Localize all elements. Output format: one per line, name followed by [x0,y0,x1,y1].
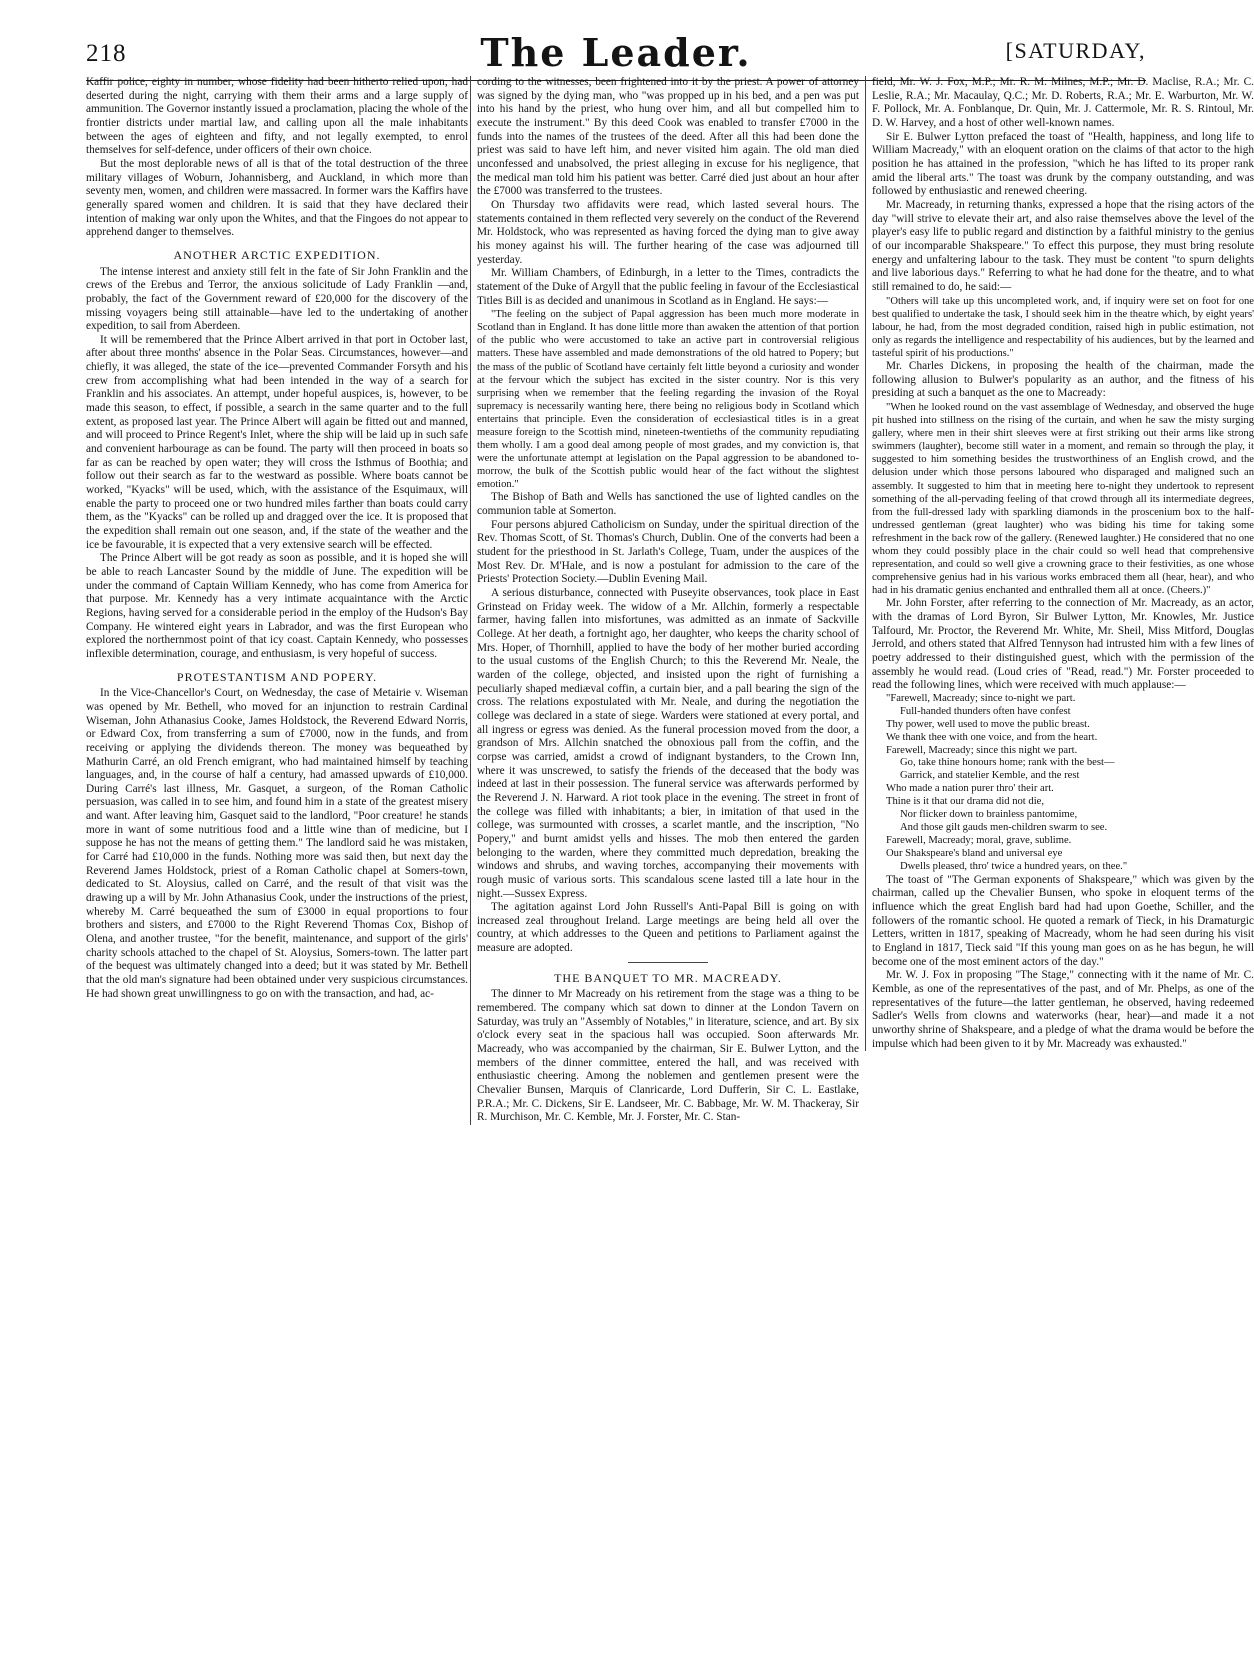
column-3 [865,76,1254,1051]
article-paragraph: On Thursday two affidavits were read, which lasted several hours. The statements contained in them reflected very severely on the conduct of the Reverend Mr. Holdstock, who was represented as having forced the dying man to give away his money against his will. The further hearing of the case was adjourned till yesterday. [477,198,859,266]
page-header [86,28,1146,81]
article-paragraph: The toast of "The German exponents of Shakspeare," which was given by the chairman, called up the Chevalier Bunsen, who spoke in eloquent terms of the influence which the great English bard had had upon Goethe, Schiller, and the followers of the romantic school. He quoted a remark of Tieck, in his Dramaturgic Letters, written in 1817, speaking of Macready, whom he had seen during his visit to England in 1817, Tieck said "If this young man goes on as he has begun, he will become one of the most eminent actors of the day." [872,873,1254,968]
poem-line: We thank thee with one voice, and from the heart. [886,731,1098,743]
article-paragraph: Mr. John Forster, after referring to the connection of Mr. Macready, as an actor, with the dramas of Lord Byron, Sir Bulwer Lytton, Mr. Knowles, Mr. Justice Talfourd, Mr. Proctor, the Reverend Mr. White, Mr. Sheil, Miss Mitford, Douglas Jerrold, and others stated that Alfred Tennyson had intrusted him with a few lines of poetry addressed to their distinguished guest, which with the permission of the assembly he would read. (Loud cries of "Read, read.") Mr. Forster proceeded to read the following lines, which were received with much applause:— [872,597,1254,692]
poem-line: Dwells pleased, thro' twice a hundred years, on thee." [900,860,1128,872]
masthead-title: The Leader. [480,30,752,75]
article-paragraph: The Bishop of Bath and Wells has sanctioned the use of lighted candles on the communion table at Somerton. [477,491,859,518]
poem-line: Garrick, and statelier Kemble, and the rest [900,770,1080,782]
poem-line: Farewell, Macready; moral, grave, sublime. [886,834,1072,846]
section-heading: ANOTHER ARCTIC EXPEDITION. [173,247,381,262]
column-2 [470,76,859,1125]
page-number: 218 [86,40,127,67]
article-paragraph: Kaffir police, eighty in number, whose fidelity had been hitherto relied upon, had deserted during the night, carrying with them their arms and a large supply of ammunition. The Governor instantly issued a proclamation, placing the whole of the frontier districts under martial law, and calling upon all the male inhabitants between the ages of eighteen and fifty, and not legally exempted, to enrol themselves for self-defence, under officers of their own choice. [86,76,468,157]
article-paragraph: In the Vice-Chancellor's Court, on Wednesday, the case of Metairie v. Wiseman was opened by Mr. Bethell, who moved for an injunction to restrain Cardinal Wiseman, John Athanasius Cooke, James Holdstock, the Reverend Edward Norris, or Edward Cox, from transferring a sum of £7000, now in the funds, and from receiving or applying the dividends thereon. The money was bequeathed by Mathurin Carré, an old French emigrant, who had maintained himself by teaching languages, and, in the course of half a century, had amassed upwards of £10,000. During Carré's last illness, Mr. Gasquet, a surgeon, of the Roman Catholic persuasion, was called in to see him, and found him in a state of the greatest misery and want. After leaving him, Gasquet said to the landlord, "Poor creature! he stands more in want of some nutritious food and a little wine than of medicine, but I suppose he has not the means of getting them." The landlord said he was mistaken, for Carré had £10,000 in the funds. Nothing more was said then, but next day the Reverend James Holdstock, priest of a Roman Catholic chapel at Somers-town, dedicated to St. Aloysius, called on Carré, and the result of that visit was the drawing up a will by Mr. John Athanasius Cook, under the instructions of the priest, whereby M. Carré bequeathed the sum of £3000 in equal proportions to four brothers and sisters, and £7000 to the Right Reverend Thomas Cox, Bishop of Olena, and another trustee, "for the benefit, maintenance, and support of the girls' charity schools attached to the chapel of St. Aloysius, Somers-town. The latter part of the bequest was ultimately changed into a deed; but it was stated by Mr. Bethell that the old man's signature had been obtained under very suspicious circumstances. He had shown great unwillingness to go on with the transaction, and had, ac- [86,687,468,1000]
article-paragraph: The dinner to Mr Macready on his retirement from the stage was a thing to be remembered. The company which sat down to dinner at the London Tavern on Saturday, was truly an "Assembly of Notables," in literature, science, and art. By six o'clock every seat in the spacious hall was occupied. Soon afterwards Mr. Macready, who was accompanied by the chairman, Sir E. Bulwer Lytton, and the members of the dinner committee, entered the hall, and was received with enthusiastic cheering. Among the noblemen and gentlemen present were the Chevalier Bunsen, Marquis of Clanricarde, Lord Dufferin, Sir C. L. Eastlake, P.R.A.; Mr. C. Dickens, Sir E. Landseer, Mr. C. Babbage, Mr. W. M. Thackeray, Sir R. Murchison, Mr. C. Kemble, Mr. J. Forster, Mr. C. Stan- [477,988,859,1124]
section-heading: PROTESTANTISM AND POPERY. [176,669,378,684]
poem-line: Go, take thine honours home; rank with the best— [900,757,1115,769]
poem-line: Farewell, Macready; since this night we part. [886,744,1078,756]
quoted-passage: "When he looked round on the vast assemblage of Wednesday, and observed the huge pit hushed into stillness on the rising of the curtain, and when he saw the misty surging gallery, where men in their shirt sleeves were at first striking out their arms like strong swimmers (laughter), become still water in a moment, and remain so through the play, it suggested to him something besides the trustworthiness of an English crowd, and the delusion under which those persons laboured who disparaged and maligned such an assembly. It suggested to him that in meeting here to-night they undertook to represent something of the all-pervading feeling of that crowd through all its intermediate degrees, from the full-dressed lady with sparkling diamonds in the proscenium box to the half-undressed gentleman (great laughter) who was biding his time for taking some refreshment in the back row of the gallery. (Renewed laughter.) He considered that no one whom they could possibly place in the chair could so well head that comprehensive representation, and could so well give a crowning grace to their festivities, as one whose comprehensive genius had in his various works embraced them all (hear, hear), and who had in his dramatic genius enchanted and enthralled them all at once. (Cheers.)" [872,401,1254,597]
poem-line: Nor flicker down to brainless pantomime, [900,809,1078,821]
poem-line: "Farewell, Macready; since to-night we part. [886,692,1076,704]
poem-line: Our Shakspeare's bland and universal eye [886,847,1063,859]
day-line: [SATURDAY, [1005,38,1146,63]
poem-line: Who made a nation purer thro' their art. [886,783,1054,795]
section-heading: THE BANQUET TO MR. MACREADY. [554,970,782,985]
article-paragraph: Mr. William Chambers, of Edinburgh, in a letter to the Times, contradicts the statement of the Duke of Argyll that the public feeling in favour of the Ecclesiastical Titles Bill is as decided and unanimous in Scotland as in England. He says:— [477,267,859,307]
article-paragraph: A serious disturbance, connected with Puseyite observances, took place in East Grinstead on Friday week. The widow of a Mr. Allchin, formerly a respectable farmer, having fallen into misfortunes, was admitted as an inmate of Sackville College. At her death, a fortnight ago, her daughter, who keeps the charity school of Mrs. Hoper, of Thornhill, applied to have the body of her mother buried according to the usual customs of the English Church; to this the Reverend Mr. Neale, the warden of the college, objected, and insisted upon the right of furnishing a peculiarly shaped mediæval coffin, a curtain bier, and a pall bearing the sign of the cross. The relations expostulated with Mr. Neale, and during the negotiation the college was declared in a state of siege. Warders were stationed at every portal, and all ingress or egress was denied. As the funeral procession moved from the door, a grandson of Mrs. Allchin snatched the obnoxious pall from the coffin, and the corpse was carried, amidst a crowd of indignant bystanders, to the Crown Inn, where it was unscrewed, to satisfy the friends of the deceased that the body was indeed at last in their possession. The funeral service was afterwards performed by the Reverend J. N. Harward. A riot took place in the evening. The street in front of the college was filled with inhabitants; a bier, in imitation of that used in the college, was surmounted with crosses, a scarlet mantle, and the inscription, "No Popery," and burnt amidst yells and hisses. The mob then entered the garden belonging to the warden, where they committed much depredation, breaking the windows and shrubs, and waving torches, accompanying their movements with rough music of various sorts. This scandalous scene lasted till a late hour in the night.—Sussex Express. [477,587,859,900]
article-paragraph: It will be remembered that the Prince Albert arrived in that port in October last, after about three months' absence in the Polar Seas. Circumstances, however—and chiefly, it was alleged, the state of the ice—prevented Commander Forsyth and his crew from accomplishing what had been intended in the way of a search for Franklin and his associates. An attempt, under hopeful auspices, is, however, to be made this season, to effect, if possible, a search in the same quarter and to the full extent, as proposed last year. The Prince Albert will again be fitted out and manned, and will proceed to Prince Regent's Inlet, where the ship will be laid up in such safe and convenient harbourage as can be found. The party will then proceed in boats so far as can be reached by open water; they will cross the Isthmus of Boothia; and follow out their search as far to the westward as possible. Where boats cannot be worked, "Kyacks" will be used, which, with the assistance of the Esquimaux, will enable the party to proceed one or two hundred miles farther than boats could carry them, as the "Kyacks" can be rolled up and dragged over the ice. It is proposed that the expedition shall remain out one season, and, if the state of the weather and the ice be favourable, it is expected that a very extensive search will be effected. [86,333,468,551]
section-divider [628,962,708,963]
poem-line: Full-handed thunders often have confest [900,705,1071,717]
article-paragraph: Mr. Charles Dickens, in proposing the health of the chairman, made the following allusion to Bulwer's popularity as an author, and the fitness of his presiding at such a banquet as the one to Macready: [872,359,1254,400]
article-paragraph: cording to the witnesses, been frightened into it by the priest. A power of attorney was signed by the dying man, who "was propped up in his bed, and a pen was put into his hand by the priest, who hung over him, and all but compelled him to execute the instrument." By this deed Cook was enabled to transfer £7000 in the funds into the names of the trustees of the deed. After all this had been done the priest was said to have left him, and never visited him again. The old man died unconfessed and unabsolved, the priest alleging in excuse for his negligence, that the medical man told him his patient was better. Carré died just about an hour after the £7000 was transferred to the trustees. [477,76,859,198]
poem-line: Thine is it that our drama did not die, [886,796,1044,808]
article-paragraph: Sir E. Bulwer Lytton prefaced the toast of "Health, happiness, and long life to William Macready," with an eloquent oration on the claims of that actor to the high position he has attained in the profession, "which he has lifted to its proper rank amid the liberal arts." The toast was drunk by the company outstanding, and was followed by enthusiastic and renewed cheering. [872,130,1254,198]
article-paragraph: Four persons abjured Catholicism on Sunday, under the spiritual direction of the Rev. Thomas Scott, of St. Thomas's Church, Dublin. One of the converts had been a student for the priesthood in St. Jarlath's College, Tuam, under the auspices of the Most Rev. Dr. M'Hale, and is now a postulant for admission to the care of the Priests' Protection Society.—Dublin Evening Mail. [477,518,859,586]
column-1 [86,76,468,1001]
article-paragraph: The Prince Albert will be got ready as soon as possible, and it is hoped she will be able to reach Lancaster Sound by the middle of June. The expedition will be under the command of Captain William Kennedy, who has come from America for that purpose. Mr. Kennedy has a very intimate acquaintance with the Arctic Regions, having served for a considerable period in the employ of the Hudson's Bay Company. He wintered eight years in Labrador, and was the first European who explored the northernmost point of that icy coast. Captain Kennedy, who possesses inflexible determination, courage, and enthusiasm, is very hopeful of success. [86,552,468,660]
article-paragraph: The agitation against Lord John Russell's Anti-Papal Bill is going on with increased zeal throughout Ireland. Large meetings are being held all over the country, at which addresses to the Queen and petitions to Parliament against the measure are adopted. [477,901,859,955]
article-paragraph: But the most deplorable news of all is that of the total destruction of the three military villages of Woburn, Johannisberg, and Auckland, in which more than seventy men, women, and children were massacred. In former wars the Kaffirs have generally spared women and children. It is said that they have declared their intention of making war only upon the Whites, and that the Fingoes do not appear to apprehend danger to themselves. [86,157,468,239]
article-paragraph: Mr. W. J. Fox in proposing "The Stage," connecting with it the name of Mr. C. Kemble, as one of the representatives of the past, and of Mr. Phelps, as one of the representatives of the future—the latter gentleman, he observed, having redeemed Sadler's Wells from clowns and waterworks (hear, hear)—and made it a not unworthy shrine of Shakspeare, and a pledge of what the drama would be before the impulse which had been given to it by Mr. Macready was exhausted." [872,969,1254,1050]
article-paragraph: Mr. Macready, in returning thanks, expressed a hope that the rising actors of the day "will strive to elevate their art, and also raise themselves above the level of the player's easy life to public regard and distinction by a faithful ministry to the genius of our incomparable Shakspeare." To effect this purpose, they must bring resolute energy and unfaltering labour to the task. They must be content "to spurn delights and live laborious days." Referring to what he had done for the theatre, and to what still remained to do, he said:— [872,198,1254,293]
poem-line: Thy power, well used to move the public breast. [886,718,1090,730]
quoted-passage: "Others will take up this uncompleted work, and, if inquiry were set on foot for one best qualified to undertake the task, I should seek him in the theatre which, by eight years' labour, he had, from the most degraded condition, raised high in public estimation, not only as regards the intelligence and respectability of his audiences, but by the learned and tasteful spirit of his productions." [872,295,1254,359]
quoted-passage: "The feeling on the subject of Papal aggression has been much more moderate in Scotland than in England. It has done little more than awaken the attention of that portion of the public who were accustomed to take an active part in controversial religious matters. These have assembled and made demonstrations of the old hatred to Popery; but the mass of the public of Scotland have certainly felt little beyond a curiosity and wonder at the fervour which the subject has excited in the sister country. Nor is this very surprising when we remember that the feeling regarding the invasion of the Royal supremacy is necessarily wanting here, there being no religious body in Scotland which entertains that principle. Even the consideration of ecclesiastical titles is in a great measure foreign to the Scottish mind, nineteen-twentieths of the community repudiating them wholly. I am a good deal among people of most grades, and my conviction is, that were the unfortunate attempt at legislation on the Papal aggression to be abandoned to-morrow, the bulk of the Scottish public would hear of the fact without the slightest emotion." [477,309,859,491]
poem-line: And those gilt gauds men-children swarm to see. [900,822,1108,833]
article-paragraph: The intense interest and anxiety still felt in the fate of Sir John Franklin and the crews of the Erebus and Terror, the anxious solicitude of Lady Franklin —and, probably, the fact of the Government reward of £20,000 for the discovery of the missing voyagers being still attainable—have led to the undertaking of another expedition, to sail from Aberdeen. [86,265,468,333]
article-paragraph: field, Mr. W. J. Fox, M.P.; Mr. R. M. Milnes, M.P.; Mr. D. Maclise, R.A.; Mr. C. Leslie, R.A.; Mr. Macaulay, Q.C.; Mr. D. Roberts, R.A.; Mr. E. Warburton, Mr. W. F. Pollock, Mr. A. Fonblanque, Dr. Quin, Mr. J. Cattermole, Mr. R. S. Rintoul, Mr. D. W. Harvey, and a host of other well-known names. [872,76,1254,129]
